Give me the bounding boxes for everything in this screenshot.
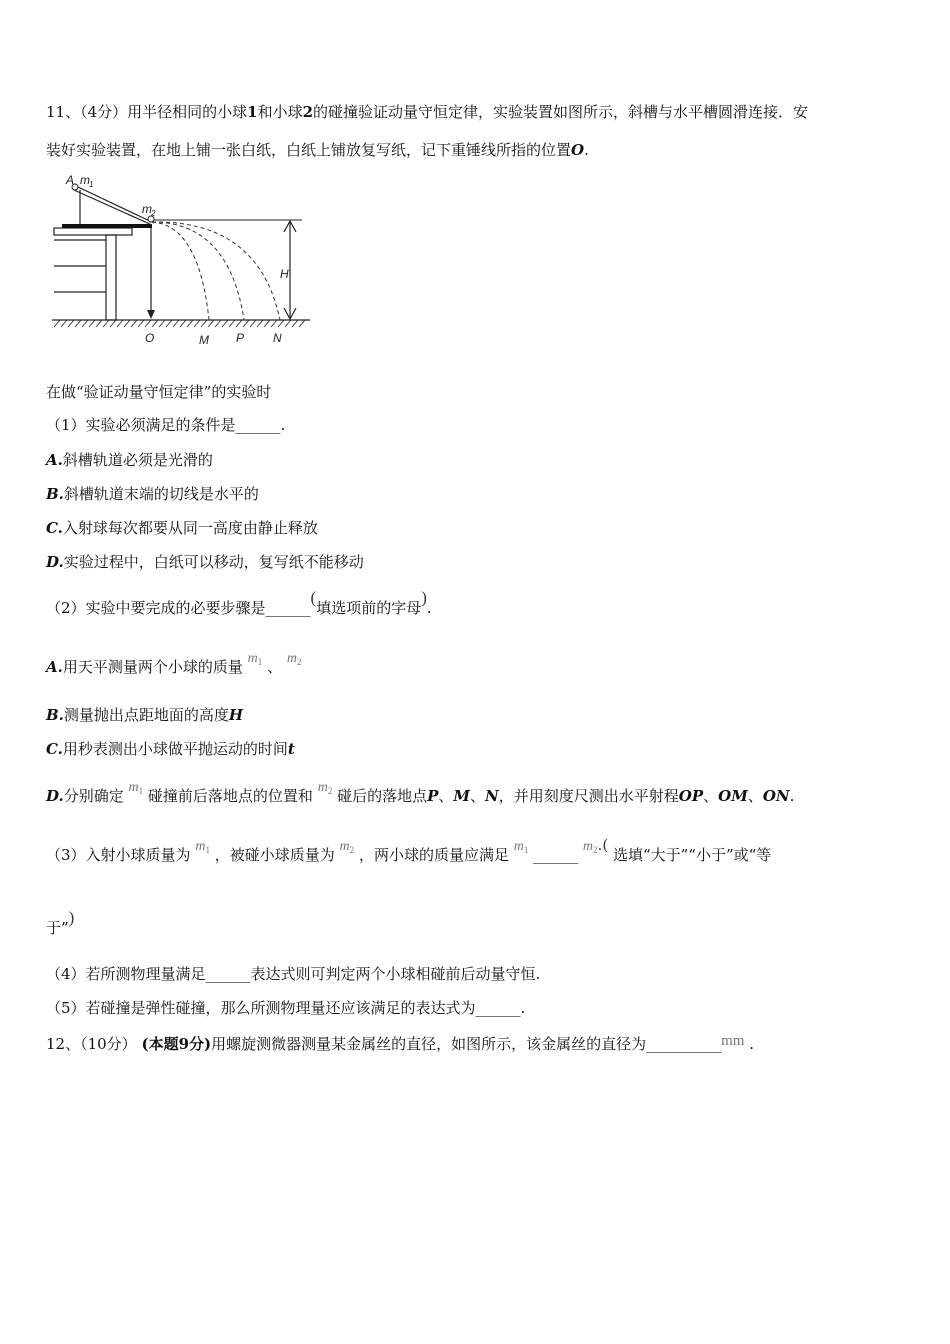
q11-part1-option-b: B.斜槽轨道末端的切线是水平的: [46, 485, 259, 503]
label-p: P: [236, 331, 245, 345]
table: [54, 228, 132, 320]
label-n: N: [273, 331, 282, 345]
label-m2: m: [142, 202, 152, 216]
symbol-m1: $m_1$: [513, 839, 529, 855]
label-m1: m: [80, 173, 90, 187]
symbol-m2: $m_2$: [317, 780, 333, 796]
label-o: O: [145, 331, 155, 345]
q11-part3-line2: 于”): [46, 908, 75, 937]
experiment-diagram: [44, 170, 314, 350]
unit-mm: mm: [721, 1033, 745, 1049]
symbol-m2: $m_2$: [582, 839, 598, 855]
plumb-arrow: [147, 310, 155, 319]
ground-hatching: [54, 320, 305, 327]
symbol-m2: $m_2$: [339, 839, 355, 855]
answer-blank[interactable]: __________: [646, 1035, 722, 1053]
symbol-m1: $m_1$: [128, 780, 144, 796]
q11-intro-line2: 装好实验装置，在地上铺一张白纸，白纸上铺放复写纸，记下重锤线所指的位置O.: [46, 141, 589, 159]
q11-part3-line1: （3）入射小球质量为 $m_1$ ，被碰小球质量为 $m_2$ ，两小球的质量应满足 $m_1$ ______ $m_2$.( 选填“大于”“小于”或“等: [46, 836, 772, 864]
q11-context: 在做“验证动量守恒定律”的实验时: [46, 383, 272, 401]
symbol-m1: $m_1$: [247, 651, 263, 667]
q11-part1-option-c: C.入射球每次都要从同一高度由静止释放: [46, 519, 318, 537]
trajectories: [152, 222, 280, 320]
label-h: H: [280, 267, 289, 281]
q11-score: （4分）: [80, 103, 128, 121]
q11-part2-option-a: A.用天平测量两个小球的质量 $m_1$ 、 $m_2$: [46, 651, 302, 676]
horizontal-groove: [62, 224, 152, 228]
q11-intro-line1: 11、（4分）用半径相同的小球1和小球2的碰撞验证动量守恒定律，实验装置如图所示，斜槽与水平槽圆滑连接．安: [46, 103, 809, 121]
label-a: A: [66, 173, 75, 187]
symbol-m1: $m_1$: [195, 839, 210, 855]
q11-part1-stem: （1）实验必须满足的条件是______.: [46, 416, 286, 434]
q11-part2-option-c: C.用秒表测出小球做平抛运动的时间t: [46, 740, 295, 758]
q11-part5: （5）若碰撞是弹性碰撞，那么所测物理量还应该满足的表达式为______.: [46, 999, 526, 1017]
answer-blank[interactable]: ______: [533, 846, 579, 864]
q11-part2-option-d: D.分别确定 $m_1$ 碰撞前后落地点的位置和 $m_2$ 碰后的落地点P、M、N，并用刻度尺测出水平射程OP、OM、ON.: [46, 780, 795, 805]
q12-line: 12、（10分） (本题9分)用螺旋测微器测量某金属丝的直径，如图所示，该金属丝的直径为__________mm .: [46, 1033, 755, 1053]
q11-part4: （4）若所测物理量满足______表达式则可判定两个小球相碰前后动量守恒.: [46, 965, 541, 983]
q11-part1-option-a: A.斜槽轨道必须是光滑的: [46, 451, 213, 469]
q11-part2-option-b: B.测量抛出点距地面的高度H: [46, 706, 244, 724]
q11-number: 11、: [46, 103, 81, 121]
q12-number: 12、: [46, 1035, 81, 1053]
label-m2-sub: 2: [151, 209, 156, 218]
q12-score: （10分）: [80, 1035, 137, 1053]
label-m1-sub: 1: [89, 180, 94, 189]
q11-part2-stem: （2）实验中要完成的必要步骤是______(填选项前的字母).: [46, 588, 432, 617]
label-m: M: [199, 333, 209, 347]
symbol-m2: $m_2$: [286, 651, 302, 667]
q11-part1-option-d: D.实验过程中，白纸可以移动，复写纸不能移动: [46, 553, 364, 571]
